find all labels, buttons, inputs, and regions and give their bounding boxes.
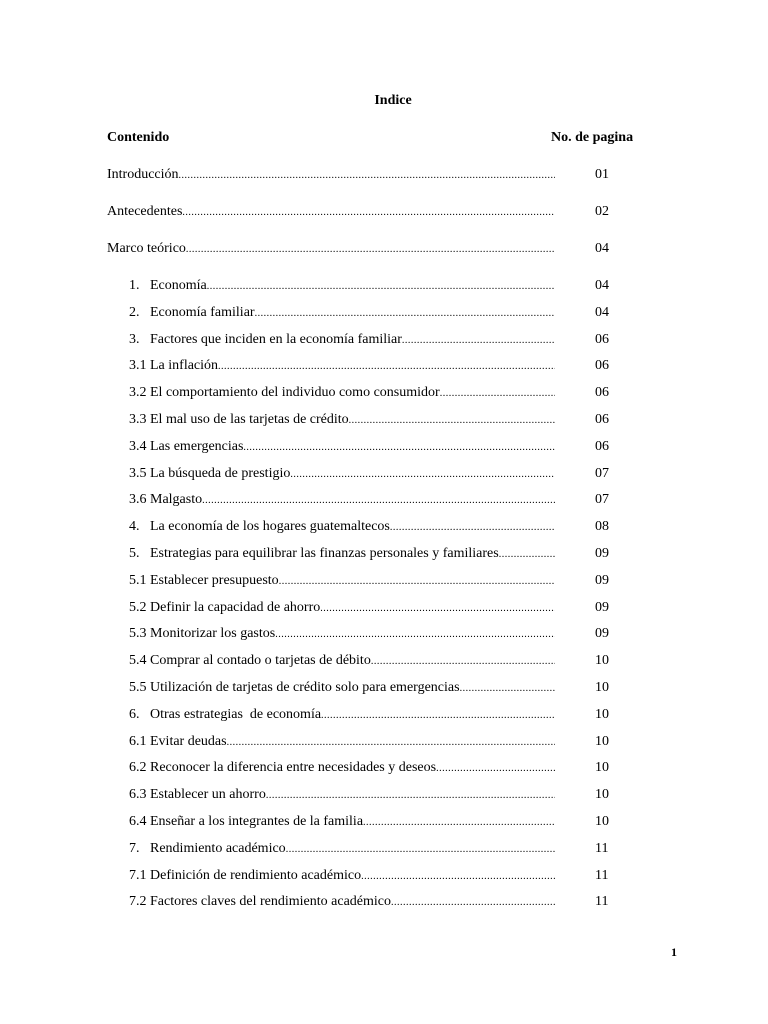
toc-leader-dots <box>460 679 555 698</box>
toc-entry-title: 5.3 Monitorizar los gastos <box>129 626 276 641</box>
contents-column-header: Contenido <box>107 130 170 145</box>
toc-page-number: 01 <box>595 167 609 182</box>
toc-leader-dots <box>440 384 555 403</box>
toc-entry-title: 7.2 Factores claves del rendimiento académico <box>129 894 392 909</box>
toc-entry <box>107 203 555 222</box>
toc-row <box>0 786 768 804</box>
toc-entry-title: 6.3 Establecer un ahorro <box>129 787 266 802</box>
toc-row <box>0 545 768 563</box>
toc-leader-dots <box>179 166 555 185</box>
toc-page-number: 10 <box>595 760 609 775</box>
toc-page-number: 11 <box>595 841 609 856</box>
toc-row <box>0 491 768 509</box>
toc-entry-title: 3.6 Malgasto <box>129 492 203 507</box>
toc-row <box>0 813 768 831</box>
toc-page-number: 10 <box>595 653 609 668</box>
toc-entry-title: 6.1 Evitar deudas <box>129 734 227 749</box>
toc-entry-title: 5.1 Establecer presupuesto <box>129 573 279 588</box>
toc-page-number: 06 <box>595 412 609 427</box>
toc-entry-title: 4. La economía de los hogares guatemaltecos <box>129 519 390 534</box>
toc-leader-dots <box>320 599 555 618</box>
toc-entry-title: 3.5 La búsqueda de prestigio <box>129 466 291 481</box>
toc-entry <box>129 840 555 859</box>
toc-entry-title: 3. Factores que inciden en la economía familiar <box>129 332 402 347</box>
toc-entry <box>129 277 555 296</box>
toc-leader-dots <box>290 465 555 484</box>
toc-page-number: 04 <box>595 278 609 293</box>
toc-entry-title: 7. Rendimiento académico <box>129 841 286 856</box>
toc-entry-title: 1. Economía <box>129 278 207 293</box>
toc-entry <box>129 465 555 484</box>
toc-row <box>0 304 768 322</box>
toc-leader-dots <box>255 304 555 323</box>
toc-leader-dots <box>402 331 555 350</box>
toc-entry-title: 5.2 Definir la capacidad de ahorro <box>129 600 321 615</box>
toc-leader-dots <box>218 357 555 376</box>
toc-page-number: 06 <box>595 385 609 400</box>
toc-leader-dots <box>279 572 555 591</box>
toc-leader-dots <box>186 240 555 259</box>
toc-entry-title: 6. Otras estrategias de economía <box>129 707 322 722</box>
toc-leader-dots <box>499 545 555 564</box>
toc-row <box>0 331 768 349</box>
toc-entry <box>129 411 555 430</box>
toc-entry-title: 6.4 Enseñar a los integrantes de la familia <box>129 814 364 829</box>
toc-row <box>0 893 768 911</box>
toc-row <box>0 438 768 456</box>
toc-page-number: 04 <box>595 305 609 320</box>
toc-entry <box>129 652 555 671</box>
toc-page-number: 10 <box>595 680 609 695</box>
toc-row <box>0 357 768 375</box>
toc-entry-title: 3.2 El comportamiento del individuo como consumidor <box>129 385 440 400</box>
toc-page-number: 09 <box>595 546 609 561</box>
toc-row <box>0 203 768 221</box>
toc-entry <box>129 813 555 832</box>
toc-page-number: 10 <box>595 787 609 802</box>
toc-entry <box>129 599 555 618</box>
toc-row <box>0 384 768 402</box>
toc-row <box>0 465 768 483</box>
toc-entry <box>107 166 555 185</box>
toc-entry-title: 3.4 Las emergencias <box>129 439 244 454</box>
toc-row <box>0 411 768 429</box>
toc-leader-dots <box>321 706 555 725</box>
toc-entry <box>129 733 555 752</box>
toc-row <box>0 759 768 777</box>
toc-entry-title: 3.1 La inflación <box>129 358 219 373</box>
toc-entry <box>129 893 555 912</box>
toc-leader-dots <box>286 840 555 859</box>
toc-page-number: 06 <box>595 332 609 347</box>
toc-page-number: 08 <box>595 519 609 534</box>
toc-leader-dots <box>202 491 555 510</box>
toc-entry <box>129 384 555 403</box>
toc-entry <box>129 331 555 350</box>
toc-leader-dots <box>207 277 555 296</box>
toc-entry-title: 3.3 El mal uso de las tarjetas de crédito <box>129 412 349 427</box>
toc-entry-title: Marco teórico <box>107 241 186 256</box>
toc-leader-dots <box>266 786 555 805</box>
toc-page-number: 07 <box>595 466 609 481</box>
toc-entry <box>129 518 555 537</box>
toc-entry <box>129 357 555 376</box>
toc-page-number: 10 <box>595 814 609 829</box>
toc-entry <box>129 438 555 457</box>
toc-page-number: 11 <box>595 868 609 883</box>
toc-page-number: 06 <box>595 439 609 454</box>
toc-row <box>0 572 768 590</box>
toc-leader-dots <box>391 893 555 912</box>
toc-entry <box>129 706 555 725</box>
toc-page-number: 09 <box>595 600 609 615</box>
toc-page-number: 09 <box>595 626 609 641</box>
toc-entry <box>129 304 555 323</box>
toc-row <box>0 652 768 670</box>
toc-row <box>0 625 768 643</box>
toc-entry <box>129 572 555 591</box>
toc-leader-dots <box>371 652 555 671</box>
toc-leader-dots <box>349 411 555 430</box>
toc-page-number: 09 <box>595 573 609 588</box>
toc-entry <box>129 867 555 886</box>
toc-entry-title: 5.4 Comprar al contado o tarjetas de débito <box>129 653 371 668</box>
toc-row <box>0 166 768 184</box>
toc-leader-dots <box>243 438 555 457</box>
toc-leader-dots <box>390 518 555 537</box>
toc-leader-dots <box>361 867 555 886</box>
toc-entry <box>107 240 555 259</box>
page-number-column-header: No. de pagina <box>551 130 634 145</box>
toc-page-number: 07 <box>595 492 609 507</box>
toc-entry <box>129 491 555 510</box>
toc-entry-title: 5. Estrategias para equilibrar las finanzas personales y familiares <box>129 546 499 561</box>
toc-leader-dots <box>275 625 555 644</box>
toc-page-number: 10 <box>595 734 609 749</box>
toc-row <box>0 599 768 617</box>
toc-entry-title: 7.1 Definición de rendimiento académico <box>129 868 362 883</box>
toc-entry-title: Introducción <box>107 167 179 182</box>
toc-leader-dots <box>227 733 555 752</box>
page-title: Indice <box>374 93 412 108</box>
toc-row <box>0 277 768 295</box>
toc-row <box>0 706 768 724</box>
toc-entry <box>129 679 555 698</box>
toc-entry-title: 2. Economía familiar <box>129 305 255 320</box>
toc-leader-dots <box>363 813 555 832</box>
toc-page-number: 04 <box>595 241 609 256</box>
toc-row <box>0 733 768 751</box>
toc-page-number: 10 <box>595 707 609 722</box>
toc-row <box>0 240 768 258</box>
toc-row <box>0 867 768 885</box>
toc-leader-dots <box>436 759 555 778</box>
toc-entry-title: Antecedentes <box>107 204 183 219</box>
toc-entry <box>129 545 555 564</box>
toc-entry <box>129 786 555 805</box>
toc-row <box>0 679 768 697</box>
toc-entry-title: 5.5 Utilización de tarjetas de crédito solo para emergencias <box>129 680 460 695</box>
toc-page-number: 02 <box>595 204 609 219</box>
toc-entry <box>129 759 555 778</box>
toc-page-number: 06 <box>595 358 609 373</box>
toc-row <box>0 518 768 536</box>
toc-page-number: 11 <box>595 894 609 909</box>
toc-entry-title: 6.2 Reconocer la diferencia entre necesidades y deseos <box>129 760 437 775</box>
footer-page-number: 1 <box>671 945 677 959</box>
toc-leader-dots <box>182 203 555 222</box>
toc-entry <box>129 625 555 644</box>
toc-row <box>0 840 768 858</box>
